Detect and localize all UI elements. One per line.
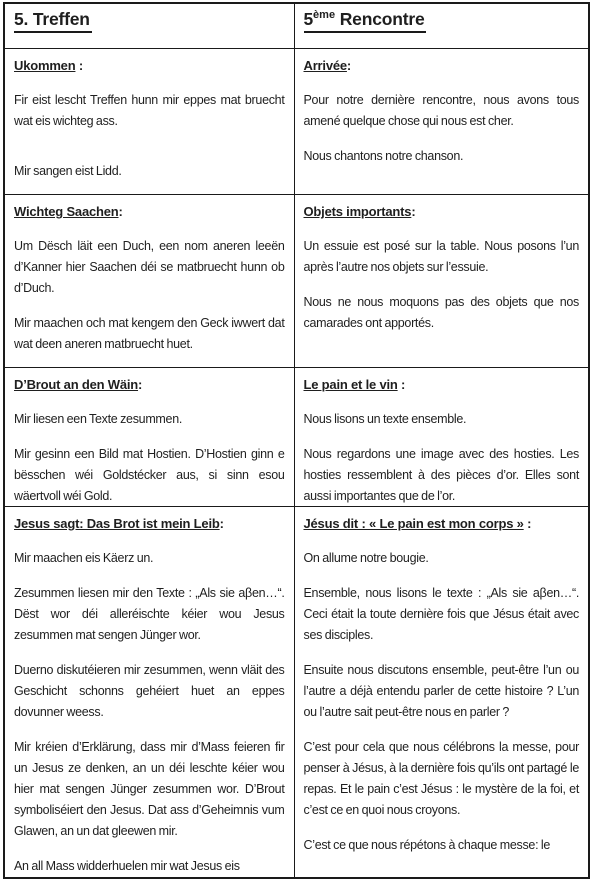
cell-arrivee	[294, 49, 589, 195]
paragraph: Ensemble, nous lisons le texte : „Als sie aβen…“. Ceci était la toute dernière fois que Jésus était avec ses disciples.	[303, 586, 579, 642]
page-title-left-text: 5. Treffen	[14, 9, 92, 33]
table-row	[4, 195, 589, 368]
cell-brout-wain	[4, 368, 294, 507]
paragraph: Un essuie est posé sur la table. Nous posons l’un après l’autre nos objets sur l’essuie.	[303, 239, 579, 274]
paragraph: Um Dësch läit een Duch, een nom aneren leeën d’Kanner hier Saachen déi se matbruecht hunn ob d’Duch.	[14, 239, 285, 295]
cell-objets-importants	[294, 195, 589, 368]
paragraph: Fir eist lescht Treffen hunn mir eppes mat bruecht wat eis wichteg ass.	[14, 93, 285, 128]
paragraph: C’est ce que nous répétons à chaque messe: le	[303, 838, 551, 852]
section-heading: Jesus sagt: Das Brot ist mein Leib:	[14, 516, 224, 531]
paragraph: Mir sangen eist Lidd.	[14, 164, 122, 178]
section-heading: Wichteg Saachen:	[14, 204, 123, 219]
lesson-table	[3, 2, 590, 879]
paragraph: Ensuite nous discutons ensemble, peut-être l’un ou l’autre a déjà entendu parler de cette histoire ? L’un ou l’autre sait peut-être nous en parler ?	[303, 663, 579, 719]
paragraph: On allume notre bougie.	[303, 551, 429, 565]
paragraph: Nous lisons un texte ensemble.	[303, 412, 467, 426]
paragraph: Mir gesinn een Bild mat Hostien. D’Hostien ginn e bësschen wéi Goldstécker aus, si sinn esou wäertvoll wéi Gold.	[14, 447, 285, 503]
title-number: 5	[303, 9, 314, 29]
title-superscript: ème	[313, 9, 336, 21]
title-word: Rencontre	[335, 9, 425, 29]
paragraph: Zesummen liesen mir den Texte : „Als sie aβen…“. Dëst wor déi alleréischte kéier wou Jesus zesummen mat sengen Jünger wor.	[14, 586, 285, 642]
section-heading: Jésus dit : « Le pain est mon corps » :	[303, 516, 532, 531]
paragraph: Nous ne nous moquons pas des objets que nos camarades ont apportés.	[303, 295, 579, 330]
table-row	[4, 507, 589, 879]
paragraph: Duerno diskutéieren mir zesummen, wenn vläit des Geschicht schonns gehéiert huet an eppes dovunner weess.	[14, 663, 285, 719]
paragraph: Pour notre dernière rencontre, nous avons tous amené quelque chose qui nous est cher.	[303, 93, 579, 128]
section-heading: D’Brout an den Wäin:	[14, 377, 143, 392]
section-heading: Ukommen :	[14, 58, 83, 73]
page-title-right	[304, 9, 580, 33]
header-cell-right	[294, 3, 589, 49]
cell-wichteg-saachen	[4, 195, 294, 368]
section-heading: Le pain et le vin :	[303, 377, 406, 392]
table-row	[4, 49, 589, 195]
header-cell-left	[4, 3, 294, 49]
section-heading: Arrivée:	[303, 58, 352, 73]
paragraph: Mir kréien d’Erklärung, dass mir d’Mass feieren fir un Jesus ze denken, an un déi leschte kéier wou hier mat sengen Jünger zesummen wor. D’Brout symboliséiert den Jesus. Dat ass d’Geheimnis vum Glawen, an un dat gleewen mir.	[14, 740, 285, 838]
paragraph: Mir liesen een Texte zesummen.	[14, 412, 183, 426]
paragraph: Nous chantons notre chanson.	[303, 149, 464, 163]
cell-jesus-dit	[294, 507, 589, 879]
paragraph: An all Mass widderhuelen mir wat Jesus eis	[14, 859, 240, 873]
page-title-right-text	[304, 9, 427, 33]
document-page	[0, 2, 600, 873]
cell-pain-vin	[294, 368, 589, 507]
table-row	[4, 368, 589, 507]
section-heading: Objets importants:	[303, 204, 416, 219]
paragraph: C’est pour cela que nous célébrons la messe, pour penser à Jésus, à la dernière fois qu’ils ont partagé le repas. Et le pain c’est Jésus : le mystère de la foi, et c’est ce en quoi nous croyons.	[303, 740, 579, 817]
cell-jesus-sagt	[4, 507, 294, 879]
paragraph: Mir maachen eis Käerz un.	[14, 551, 154, 565]
paragraph: Mir maachen och mat kengem den Geck iwwert dat wat deen aneren matbruecht huet.	[14, 316, 285, 351]
cell-ukommen	[4, 49, 294, 195]
paragraph: Nous regardons une image avec des hosties. Les hosties ressemblent à des pièces d’or. Elles sont aussi importantes que de l’or.	[303, 447, 579, 503]
page-title-left	[14, 9, 285, 33]
table-header-row	[4, 3, 589, 49]
